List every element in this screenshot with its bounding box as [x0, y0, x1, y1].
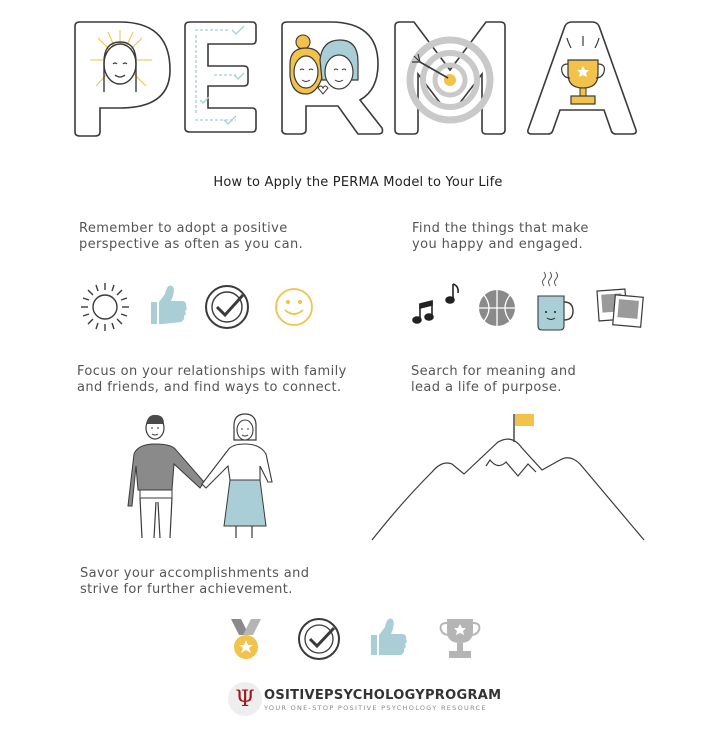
- medal-icon: [231, 619, 261, 659]
- letter-a: [528, 22, 636, 134]
- mountain-icon: [372, 439, 644, 540]
- accomplishment-icon-row: [225, 615, 485, 665]
- tip-relationships: Focus on your relationships with family and friends, and find ways to connect.: [77, 364, 347, 395]
- photos-icon: [597, 289, 643, 327]
- tip-positive: Remember to adopt a positive perspective as often as you can.: [79, 221, 304, 252]
- couple-holding-hands-illustration: [120, 410, 280, 540]
- letter-r: [282, 22, 383, 134]
- logo-tagline: YOUR ONE-STOP POSITIVE PSYCHOLOGY RESOURCE: [264, 704, 487, 712]
- mug-icon: [538, 272, 573, 330]
- target-arrow-icon: [410, 40, 490, 120]
- letter-p: [75, 22, 170, 136]
- man-figure: [128, 415, 204, 538]
- flag-icon: [514, 414, 534, 442]
- tip-accomplishment: Savor your accomplishments and strive for further achievement.: [80, 566, 310, 597]
- thumbs-up-icon: [151, 286, 187, 324]
- trophy-icon: [441, 619, 480, 658]
- page-subtitle: How to Apply the PERMA Model to Your Life: [213, 175, 503, 190]
- basketball-icon: [479, 290, 515, 326]
- logo-mark: [226, 680, 264, 718]
- music-notes-icon: [413, 284, 458, 323]
- check-circle-icon: [299, 619, 339, 659]
- perma-banner: [0, 0, 716, 150]
- thumbs-up-icon: [371, 619, 407, 655]
- svg-text:Ψ: Ψ: [235, 687, 255, 712]
- tip-meaning: Search for meaning and lead a life of purpose.: [411, 364, 577, 395]
- engagement-icon-row: [408, 272, 648, 336]
- letter-m: [395, 22, 505, 134]
- smiley-icon: [276, 289, 312, 325]
- sun-icon: [81, 283, 129, 331]
- check-circle-icon: [206, 286, 248, 328]
- tip-engagement: Find the things that make you happy and engaged.: [412, 221, 589, 252]
- letter-e: [185, 22, 256, 132]
- mountain-flag-illustration: [372, 412, 647, 542]
- woman-figure: [202, 414, 272, 538]
- logo-wordmark: OSITIVEPSYCHOLOGYPROGRAM: [264, 688, 502, 703]
- positive-icon-row: [75, 280, 325, 336]
